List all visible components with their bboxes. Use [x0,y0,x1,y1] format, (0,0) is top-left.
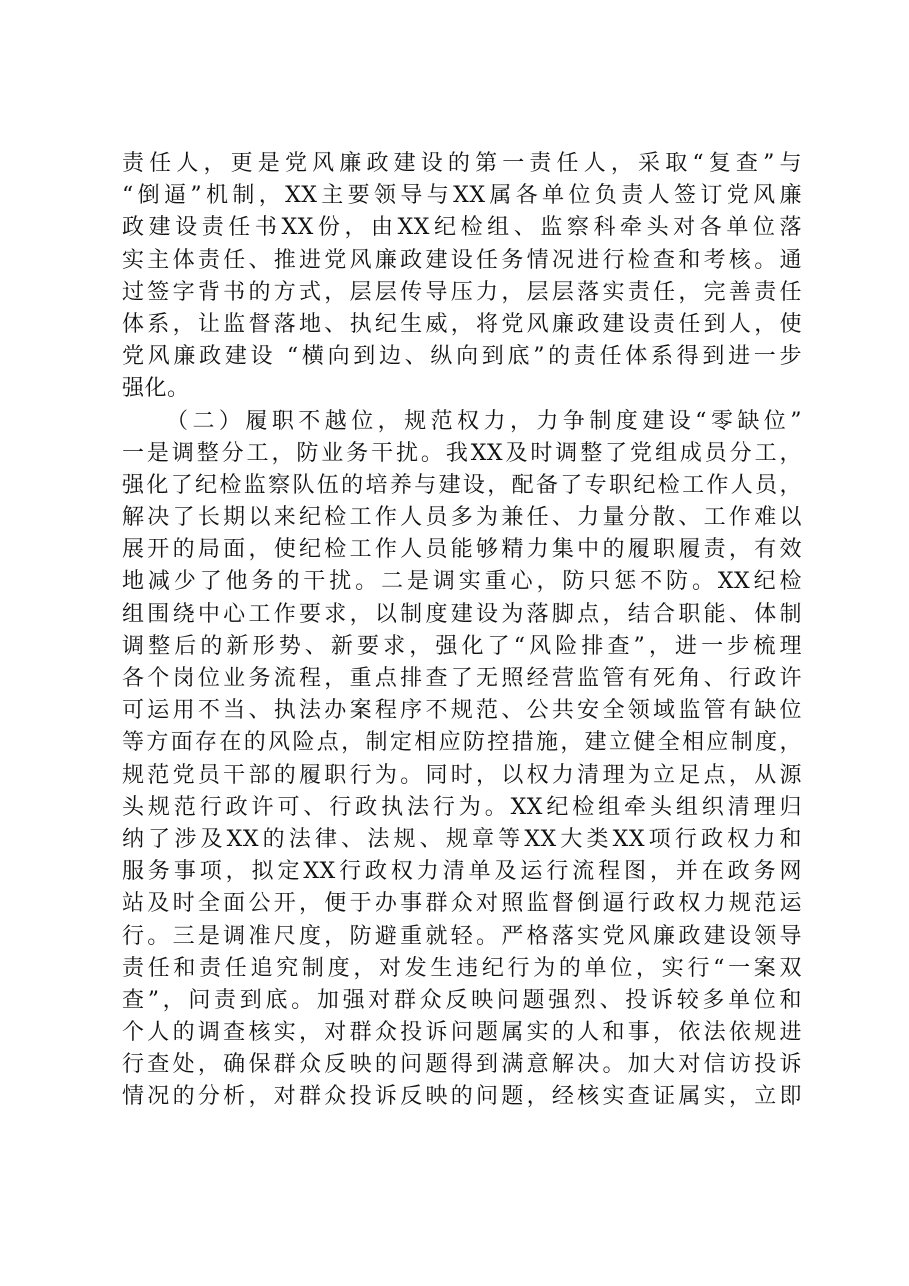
text-line: 行。三是调准尺度，防避重就轻。严格落实党风廉政建设领导 [122,923,802,949]
text-line: 地减少了他务的干扰。二是调实重心，防只惩不防。XX纪检 [122,569,802,595]
text-line: 纳了涉及XX的法律、法规、规章等XX大类XX项行政权力和 [122,826,802,852]
text-line: 可运用不当、执法办案程序不规范、公共安全领域监管有缺位 [122,698,802,724]
text-line: 规范党员干部的履职行为。同时，以权力清理为立足点，从源 [122,762,802,788]
section-heading: （二）履职不越位，规范权力，力争制度建设“零缺位” [166,408,802,434]
text-line: 责任人，更是党风廉政建设的第一责任人，采取“复查”与 [122,151,802,176]
text-line: 解决了长期以来纪检工作人员多为兼任、力量分散、工作难以 [122,505,802,531]
text-line: 体系，让监督落地、执纪生威，将党风廉政建设责任到人，使 [122,311,802,337]
text-line: 头规范行政许可、行政执法行为。XX纪检组牵头组织清理归 [122,794,802,820]
text-line: 实主体责任、推进党风廉政建设任务情况进行检查和考核。通 [122,247,802,273]
text-line: 行查处，确保群众反映的问题得到满意解决。加大对信访投诉 [122,1052,802,1078]
text-line: 强化了纪检监察队伍的培养与建设，配备了专职纪检工作人员， [122,472,802,498]
text-line: 个人的调查核实，对群众投诉问题属实的人和事，依法依规进 [122,1020,802,1046]
text-line: 强化。 [122,376,190,402]
text-line: 责任和责任追究制度，对发生违纪行为的单位，实行“一案双 [122,955,802,981]
text-line: 等方面存在的风险点，制定相应防控措施，建立健全相应制度， [122,730,802,756]
text-line: “倒逼”机制，XX主要领导与XX属各单位负责人签订党风廉 [122,183,802,209]
text-line: 组围绕中心工作要求，以制度建设为落脚点，结合职能、体制 [122,601,802,627]
text-line: 站及时全面公开，便于办事群众对照监督倒逼行政权力规范运 [122,891,802,917]
text-line: 查”，问责到底。加强对群众反映问题强烈、投诉较多单位和 [122,987,802,1013]
text-line: 过签字背书的方式，层层传导压力，层层落实责任，完善责任 [122,279,802,305]
text-line: 一是调整分工，防业务干扰。我XX及时调整了党组成员分工， [122,440,802,466]
text-line: 情况的分析，对群众投诉反映的问题，经核实查证属实，立即 [122,1084,802,1110]
text-line: 各个岗位业务流程，重点排查了无照经营监管有死角、行政许 [122,666,802,691]
text-line: 党风廉政建设 “横向到边、纵向到底”的责任体系得到进一步 [122,344,802,370]
text-line: 服务事项，拟定XX行政权力清单及运行流程图，并在政务网 [122,859,802,885]
document-text [122,148,802,1114]
text-line: 调整后的新形势、新要求，强化了“风险排查”，进一步梳理 [122,633,802,659]
text-line: 展开的局面，使纪检工作人员能够精力集中的履职履责，有效 [122,537,802,563]
text-line: 政建设责任书XX份，由XX纪检组、监察科牵头对各单位落 [122,215,802,241]
